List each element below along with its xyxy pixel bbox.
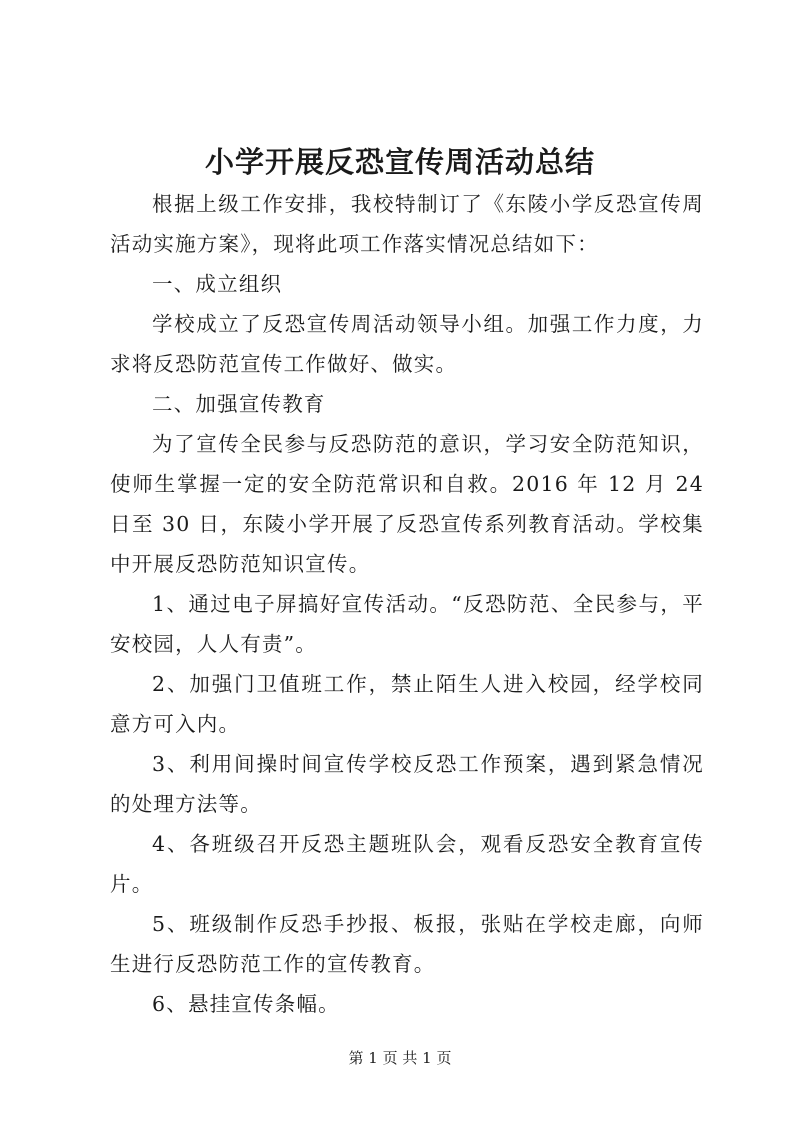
section-1-paragraph: 学校成立了反恐宣传周活动领导小组。加强工作力度，力求将反恐防范宣传工作做好、做实。 <box>110 312 704 376</box>
list-item-6: 6、悬挂宣传条幅。 <box>152 992 340 1016</box>
document-title: 小学开展反恐宣传周活动总结 <box>204 145 595 179</box>
intro-paragraph: 根据上级工作安排，我校特制订了《东陵小学反恐宣传周活动实施方案》，现将此项工作落实情况总结如下： <box>110 192 704 256</box>
document-body <box>110 184 704 1024</box>
list-item-2: 2、加强门卫值班工作，禁止陌生人进入校园，经学校同意方可入内。 <box>110 672 704 736</box>
section-heading-1: 一、成立组织 <box>152 272 283 296</box>
list-item-4: 4、各班级召开反恐主题班队会，观看反恐安全教育宣传片。 <box>110 832 704 896</box>
page-number-footer: 第 1 页 共 1 页 <box>348 1049 452 1067</box>
list-item-5: 5、班级制作反恐手抄报、板报，张贴在学校走廊，向师生进行反恐防范工作的宣传教育。 <box>110 912 704 976</box>
section-2-paragraph: 为了宣传全民参与反恐防范的意识，学习安全防范知识，使师生掌握一定的安全防范常识和自救。2016 年 12 月 24 日至 30 日，东陵小学开展了反恐宣传系列教育活动。学校集中开展反恐防范知识宣传。 <box>110 432 704 576</box>
list-item-3: 3、利用间操时间宣传学校反恐工作预案，遇到紧急情况的处理方法等。 <box>110 752 704 816</box>
list-item-1: 1、通过电子屏搞好宣传活动。“反恐防范、全民参与，平安校园，人人有责”。 <box>110 592 704 656</box>
section-heading-2: 二、加强宣传教育 <box>152 392 326 416</box>
